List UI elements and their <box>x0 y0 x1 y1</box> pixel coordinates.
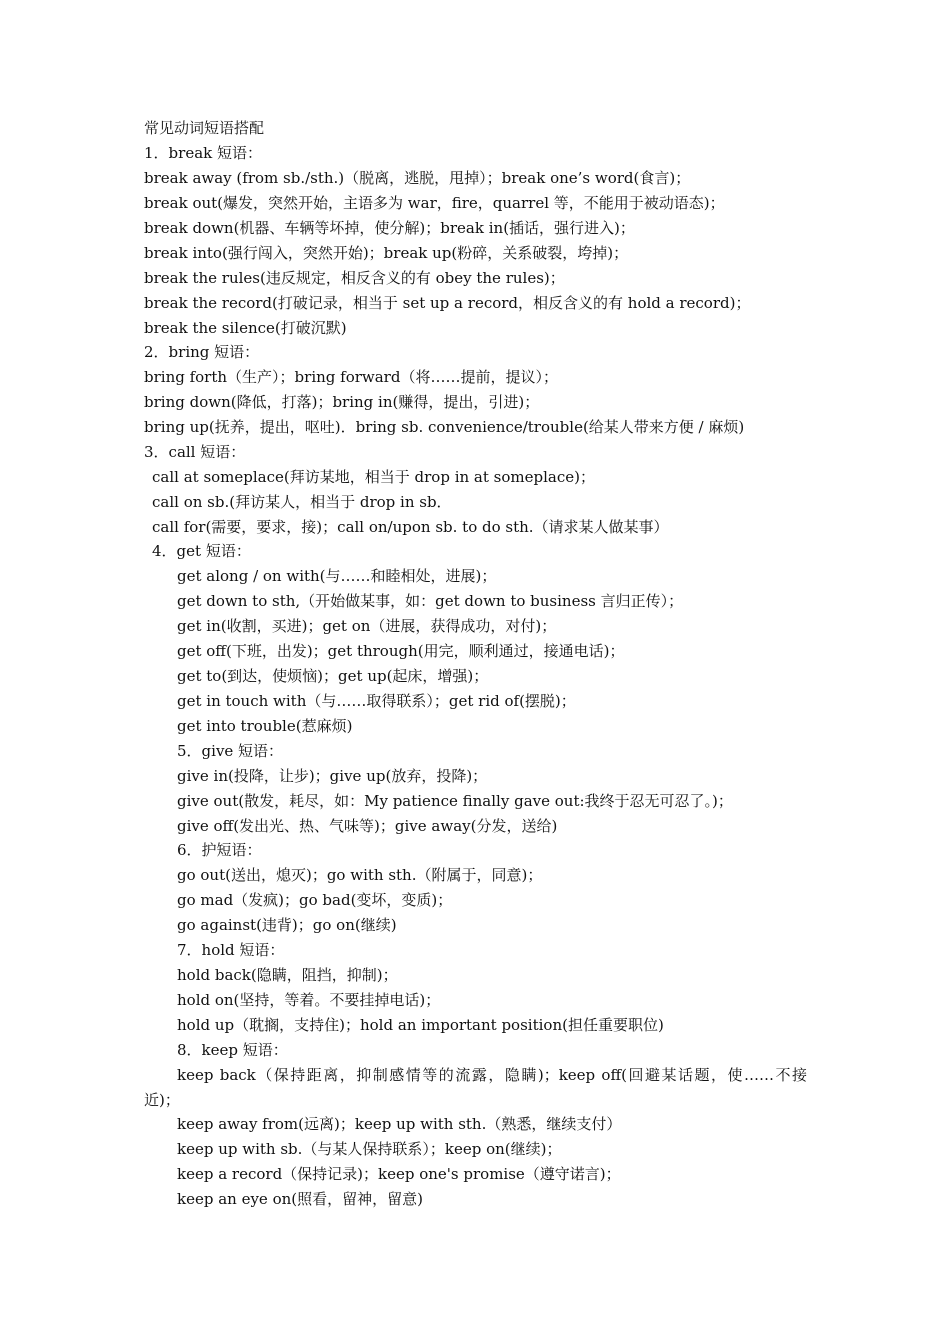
text-line: get off(下班，出发)；get through(用完，顺利通过，接通电话)； <box>177 642 625 660</box>
text-line: keep an eye on(照看，留神，留意) <box>177 1190 423 1208</box>
text-line: break the silence(打破沉默) <box>144 319 347 337</box>
text-line: get in(收割，买进)；get on（进展，获得成功，对付)； <box>177 617 557 635</box>
text-line: call at someplace(拜访某地，相当于 drop in at someplace)； <box>152 468 595 486</box>
section-heading-give: 5．give 短语： <box>177 742 284 760</box>
text-line: call for(需要，要求，接)；call on/upon sb. to do sth.（请求某人做某事） <box>152 518 669 536</box>
text-line: give out(散发，耗尽，如：My patience finally gave out:我终于忍无可忍了。)； <box>177 792 733 810</box>
section-heading-keep: 8．keep 短语： <box>177 1041 288 1059</box>
section-heading-go: 6．护短语： <box>177 841 262 859</box>
text-line: bring down(降低，打落)；bring in(赚得，提出，引进)； <box>144 393 540 411</box>
section-heading-hold: 7．hold 短语： <box>177 941 285 959</box>
section-heading-call: 3．call 短语： <box>144 443 246 461</box>
text-line: get down to sth,（开始做某事，如：get down to business 言归正传）； <box>177 592 684 610</box>
text-line: bring forth（生产）；bring forward（将……提前，提议）； <box>144 368 558 386</box>
text-line: break the rules(违反规定，相反含义的有 obey the rules)； <box>144 269 565 287</box>
section-heading-bring: 2．bring 短语： <box>144 343 260 361</box>
text-line: get along / on with(与……和睦相处，进展)； <box>177 567 497 585</box>
text-line: hold back(隐瞒，阻挡，抑制)； <box>177 966 398 984</box>
text-line: break the record(打破记录，相当于 set up a record，相反含义的有 hold a record)； <box>144 294 751 312</box>
text-line: hold up（耽搁，支持住)；hold an important position(担任重要职位) <box>177 1016 664 1034</box>
text-line: hold on(坚持，等着。不要挂掉电话)； <box>177 991 441 1009</box>
section-heading-get: 4．get 短语： <box>152 542 251 560</box>
text-line: go against(违背)；go on(继续) <box>177 916 397 934</box>
text-line-continued: 近)； <box>144 1091 180 1109</box>
text-line: go mad（发疯)；go bad(变坏，变质)； <box>177 891 453 909</box>
text-line: keep up with sb.（与某人保持联系）；keep on(继续)； <box>177 1140 562 1158</box>
text-line: break down(机器、车辆等坏掉，使分解)；break in(插话，强行进入)； <box>144 219 635 237</box>
text-line: get to(到达，使烦恼)；get up(起床，增强)； <box>177 667 489 685</box>
text-line: go out(送出，熄灭)；go with sth.（附属于，同意)； <box>177 866 543 884</box>
text-line: give off(发出光、热、气味等)；give away(分发，送给) <box>177 817 558 835</box>
text-line: call on sb.(拜访某人，相当于 drop in sb． <box>152 493 452 511</box>
text-line: break out(爆发，突然开始，主语多为 war，fire，quarrel 等，不能用于被动语态)； <box>144 194 725 212</box>
text-line: keep back（保持距离，抑制感情等的流露，隐瞒)；keep off(回避某话题，使……不接 <box>177 1066 807 1084</box>
text-line: get in touch with（与……取得联系）；get rid of(摆脱)； <box>177 692 576 710</box>
text-line: break into(强行闯入，突然开始)；break up(粉碎，关系破裂，垮掉)； <box>144 244 629 262</box>
text-line: break away (from sb./sth.)（脱离，逃脱，甩掉）；break one’s word(食言)； <box>144 169 691 187</box>
text-line: bring up(抚养，提出，呕吐)．bring sb. convenience/trouble(给某人带来方便 / 麻烦) <box>144 418 745 436</box>
text-line: keep a record（保持记录)；keep one's promise（遵守诺言)； <box>177 1165 621 1183</box>
document-title: 常见动词短语搭配 <box>144 119 265 137</box>
text-line: keep away from(远离)；keep up with sth.（熟悉，继续支付） <box>177 1115 622 1133</box>
text-line: give in(投降，让步)；give up(放弃，投降)； <box>177 767 488 785</box>
text-line: get into trouble(惹麻烦) <box>177 717 353 735</box>
section-heading-break: 1．break 短语： <box>144 144 262 162</box>
